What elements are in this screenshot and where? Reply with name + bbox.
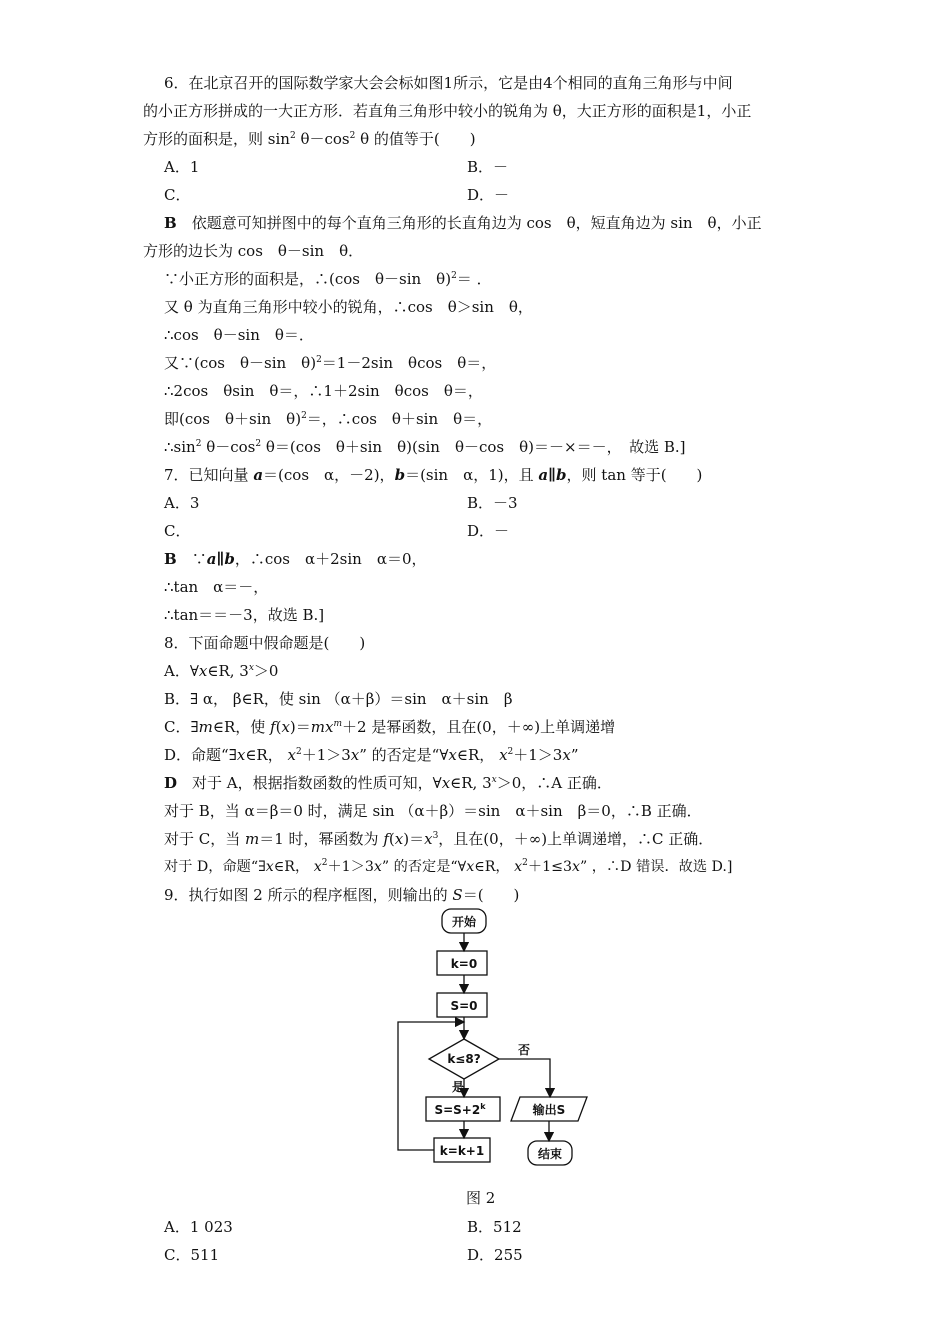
q8-line-1: 8．下面命题中假命题是( ) xyxy=(164,634,366,652)
q9-option-b: B．512 xyxy=(467,1218,522,1236)
q6-solution-1: B 依题意可知拼图中的每个直角三角形的长直角边为 cos θ，短直角边为 sin θ，小正 xyxy=(164,214,762,232)
q7-option-d: D．－ xyxy=(467,522,510,540)
q7-solution-2: ∴tan α＝－， xyxy=(164,578,269,596)
q9-option-d: D．255 xyxy=(467,1246,523,1264)
q6-solution-4: 又 θ 为直角三角形中较小的锐角，∴cos θ＞sin θ， xyxy=(164,298,533,316)
q8-solution-2: 对于 B，当 α＝β＝0 时，满足 sin （α＋β）＝sin α＋sin β＝0，∴B 正确． xyxy=(164,802,702,820)
q8-option-a: A．∀x∈R, $3^x>0$ xyxy=(164,662,279,680)
q8-option-b: B．∃ α， β∈R，使 sin （α＋β）＝sin α＋sin β xyxy=(164,690,513,708)
q6-line-1: 6．在北京召开的国际数学家大会会标如图1所示，它是由4个相同的直角三角形与中间 xyxy=(164,74,733,92)
flow-init-k-label: k=0 xyxy=(450,957,478,971)
q6-option-b: B．－ xyxy=(467,158,509,176)
figure-caption: 图 2 xyxy=(466,1189,496,1207)
q6-solution-2: 方形的边长为 cos θ－sin θ． xyxy=(143,242,364,260)
q8-solution-4: 对于 D，命题“∃x∈R， $x^2+1>3x$” 的否定是“∀x∈R， $x^2+1\le 3x$” ，∴D 错误．故选 D.] xyxy=(164,858,733,875)
flow-output-label: 输出S xyxy=(532,1103,566,1117)
q7-solution-3: ∴tan＝＝－3，故选 B.] xyxy=(164,606,325,624)
q8-option-d: D．命题“∃x∈R， $x^2+1>3x$” 的否定是“∀x∈R， $x^2+1>3x$” xyxy=(164,746,579,764)
q7-option-b: B．－3 xyxy=(467,494,518,512)
q7-option-c: C． xyxy=(164,522,191,540)
q7-solution-1: B ∵a∥b，∴cos α＋2sin α＝0， xyxy=(164,550,427,568)
q6-answer-letter: B xyxy=(164,214,177,232)
q7-option-a: A．3 xyxy=(164,494,200,512)
q8-solution-3: 对于 C，当 m＝1 时，幂函数为 $f(x)=x^3$，且在(0，＋∞)上单调递增，∴C 正确． xyxy=(164,830,714,848)
q8-answer-letter: D xyxy=(164,774,178,792)
flow-update-k-label: k=k+1 xyxy=(439,1144,485,1158)
flow-start-label: 开始 xyxy=(451,915,477,929)
flow-condition-label: k≤8? xyxy=(447,1052,481,1066)
q6-option-a: A．1 xyxy=(164,158,200,176)
flow-no-label: 否 xyxy=(518,1043,531,1057)
q6-solution-7: ∴2cos θsin θ＝，∴1＋2sin θcos θ＝， xyxy=(164,382,483,400)
q6-solution-3: ∵小正方形的面积是，∴(cos θ－sin θ)$^2$＝ ． xyxy=(164,270,492,288)
q9-option-a: A．1 023 xyxy=(164,1218,233,1236)
q7-answer-letter: B xyxy=(164,550,177,568)
q6-solution-8: 即(cos θ＋sin θ)$^2$＝，∴cos θ＋sin θ＝， xyxy=(164,410,493,428)
q8-solution-1: D 对于 A，根据指数函数的性质可知，∀x∈R, $3^x>0$，∴A 正确． xyxy=(164,774,612,792)
q6-option-c: C． xyxy=(164,186,191,204)
q6-solution-5: ∴cos θ－sin θ＝． xyxy=(164,326,314,344)
flow-end-label: 结束 xyxy=(537,1147,563,1161)
flow-yes-label: 是 xyxy=(452,1080,465,1094)
q7-line-1: 7．已知向量 a＝(cos α，－2)，b＝(sin α，1)，且 a∥b，则 tan 等于( ) xyxy=(164,466,703,484)
q6-solution-9: $\therefore\sin^2$ $\theta-\cos^2$ θ＝(cos θ＋sin θ)(sin θ－cos θ)＝－×＝－， 故选 B.] xyxy=(164,438,686,456)
q9-option-c: C．511 xyxy=(164,1246,220,1264)
q6-solution-6: 又∵(cos θ－sin θ)$^2$＝1－2sin θcos θ＝， xyxy=(164,354,497,372)
q6-line-3: 方形的面积是，则 $\sin^2 \theta-\cos^2$ θ 的值等于( ) xyxy=(143,130,476,148)
q6-line-2: 的小正方形拼成的一大正方形．若直角三角形中较小的锐角为 θ，大正方形的面积是1，小正 xyxy=(143,102,752,120)
q9-line-1: 9．执行如图 2 所示的程序框图，则输出的 S＝( ) xyxy=(164,886,520,904)
flowchart-diagram xyxy=(380,905,600,1185)
q6-option-d: D．－ xyxy=(467,186,510,204)
q8-option-c: C．∃m∈R，使 $f(x)=mx^m+2$ 是幂函数，且在(0，＋∞)上单调递增 xyxy=(164,718,616,736)
flow-init-s-label: S=0 xyxy=(450,999,478,1013)
flow-update-s-label: $S=S+2^k$ xyxy=(434,1102,486,1117)
